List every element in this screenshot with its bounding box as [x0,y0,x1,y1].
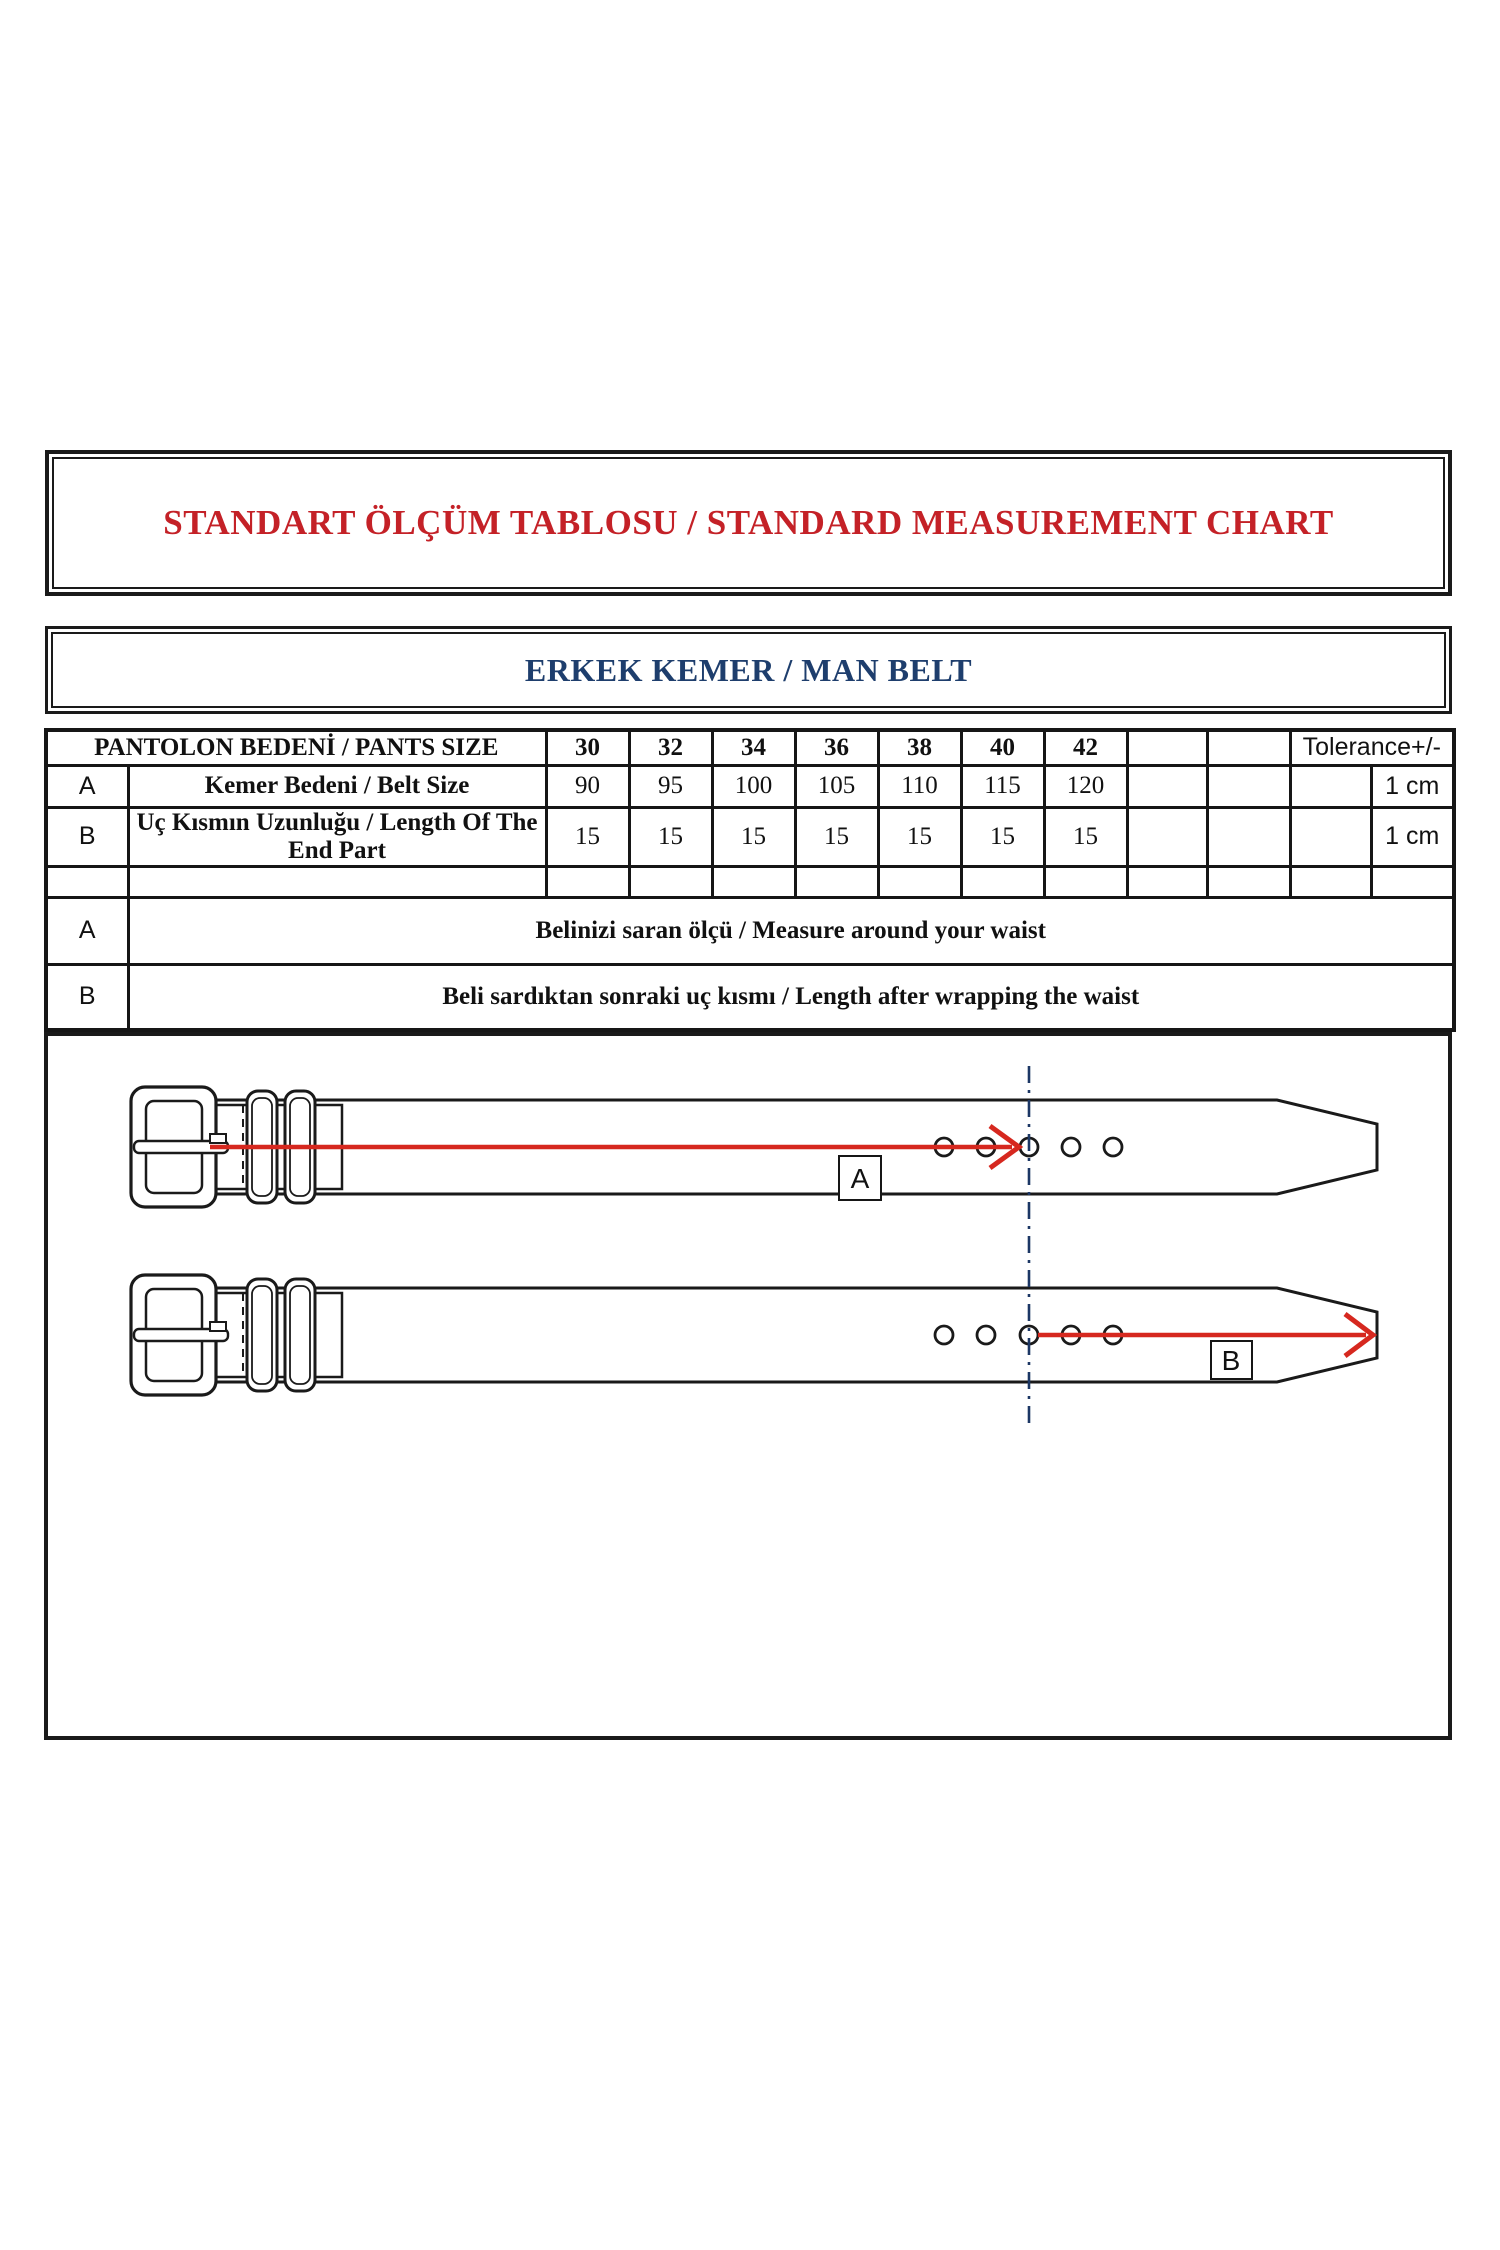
belt-size-label: Kemer Bedeni / Belt Size [128,765,546,807]
end-part-32: 15 [629,807,712,866]
end-part-34: 15 [712,807,795,866]
size-table [44,728,1456,1032]
belt-diagram [48,1036,1448,1736]
table-header-row [46,730,1454,765]
subtitle-box [45,626,1452,714]
belt-size-36: 105 [795,765,878,807]
svg-text:B: B [1221,1345,1241,1376]
belt-size-tolerance: 1 cm [1371,765,1454,807]
belt-size-32: 95 [629,765,712,807]
belt-size-row [46,765,1454,807]
empty-cell [1127,807,1207,866]
end-part-row [46,807,1454,866]
pants-size-header: PANTOLON BEDENİ / PANTS SIZE [46,730,546,765]
tolerance-header: Tolerance+/- [1290,730,1454,765]
size-col-36: 36 [795,730,878,765]
empty-cell [1290,765,1371,807]
note-row-a [46,897,1454,964]
spacer-row [46,866,1454,897]
row-letter-a: A [46,765,128,807]
title-box [45,450,1452,596]
measure-a-label [839,1156,881,1200]
end-part-40: 15 [961,807,1044,866]
size-col-34: 34 [712,730,795,765]
note-letter-b: B [46,964,128,1030]
empty-cell [1290,807,1371,866]
note-letter-a: A [46,897,128,964]
end-part-38: 15 [878,807,961,866]
size-col-32: 32 [629,730,712,765]
empty-cell [1207,807,1290,866]
measure-b-label [1211,1341,1252,1379]
note-text-a: Belinizi saran ölçü / Measure around your waist [128,897,1454,964]
size-col-30: 30 [546,730,629,765]
empty-cell [1127,730,1207,765]
belt-size-34: 100 [712,765,795,807]
page-subtitle: ERKEK KEMER / MAN BELT [524,651,973,688]
empty-cell [1207,730,1290,765]
end-part-tolerance: 1 cm [1371,807,1454,866]
empty-cell [1207,765,1290,807]
belt-size-42: 120 [1044,765,1127,807]
belt-size-30: 90 [546,765,629,807]
row-letter-b: B [46,807,128,866]
belt-size-40: 115 [961,765,1044,807]
note-row-b [46,964,1454,1030]
end-part-42: 15 [1044,807,1127,866]
end-part-30: 15 [546,807,629,866]
note-text-b: Beli sardıktan sonraki uç kısmı / Length after wrapping the waist [128,964,1454,1030]
size-col-40: 40 [961,730,1044,765]
size-col-38: 38 [878,730,961,765]
belt-size-38: 110 [878,765,961,807]
end-part-label: Uç Kısmın Uzunluğu / Length Of The End Part [128,807,546,866]
empty-cell [1127,765,1207,807]
size-col-42: 42 [1044,730,1127,765]
end-part-36: 15 [795,807,878,866]
svg-text:A: A [850,1163,870,1194]
belt-diagram-box [44,1032,1452,1740]
page-title: STANDART ÖLÇÜM TABLOSU / STANDARD MEASUREMENT CHART [163,503,1334,542]
